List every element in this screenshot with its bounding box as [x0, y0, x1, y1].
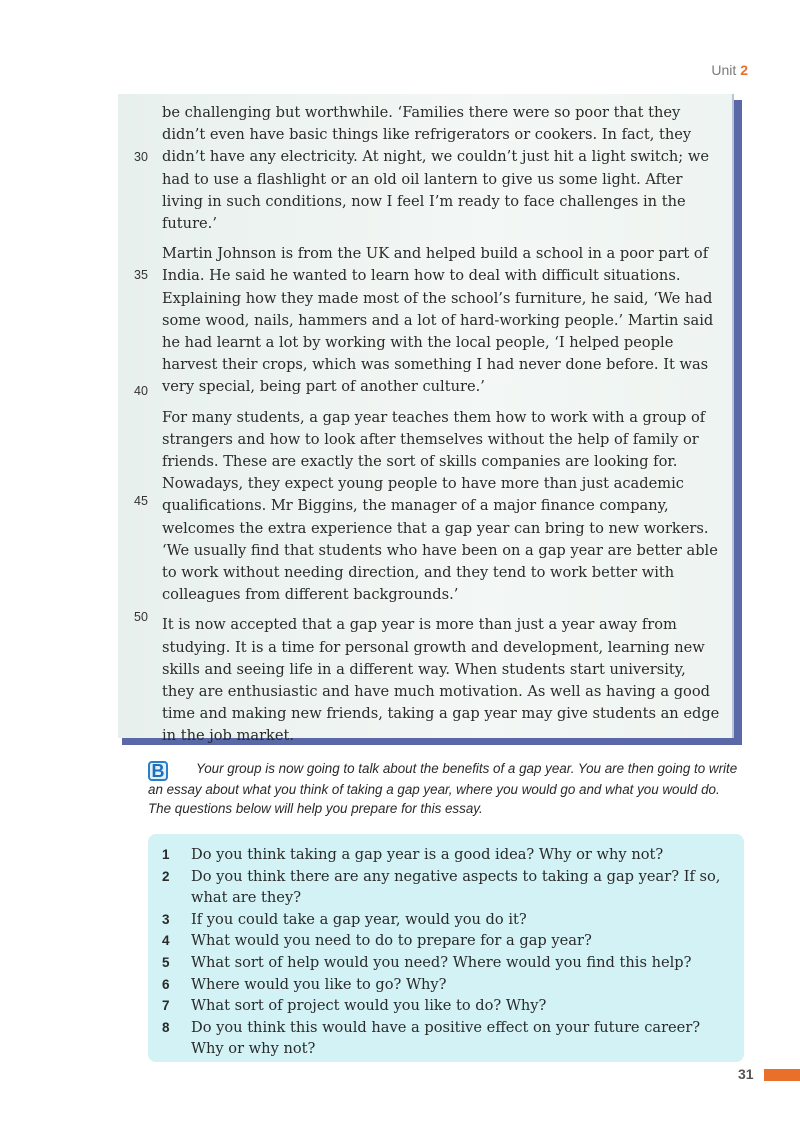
question-number: 6 — [162, 976, 170, 992]
question-number: 2 — [162, 868, 170, 884]
reading-paragraph: It is now accepted that a gap year is more than just a year away from studying. It is a time for personal growth and development, learning new skills and seeing life in a different way. When students start university, they are enthusiastic and have much motivation. As well as having a good time and making new friends, taking a gap year may give students an edge in the job market. — [162, 616, 720, 745]
question-text: If you could take a gap year, would you do it? — [191, 910, 527, 928]
question-text: What would you need to do to prepare for a gap year? — [191, 932, 592, 950]
question-text: What sort of help would you need? Where would you find this help? — [191, 953, 692, 971]
question-number: 1 — [162, 847, 170, 862]
question-item — [162, 844, 736, 866]
line-number: 35 — [134, 268, 148, 282]
question-item — [162, 1017, 736, 1060]
question-list — [162, 844, 736, 1060]
question-text: Do you think there are any negative aspects to taking a gap year? If so, what are they? — [191, 867, 721, 907]
unit-number: 2 — [740, 62, 748, 78]
task-b — [148, 760, 744, 818]
reading-paragraph: For many students, a gap year teaches them how to work with a group of strangers and how to look after themselves without the help of family or friends. These are exactly the sort of skills companies are looking for. Nowadays, they expect young people to have more than just academic qualifications. Mr Biggins, the manager of a major finance company, welcomes the extra experience that a gap year can bring to new workers. ‘We usually find that students who have been on a gap year are better able to work without needing direction, and they tend to work better with colleagues from different backgrounds.’ — [162, 408, 718, 604]
line-number: 50 — [134, 610, 148, 624]
question-number: 4 — [162, 933, 170, 949]
question-text: What sort of project would you like to do? Why? — [191, 997, 547, 1015]
question-text: Where would you like to go? Why? — [191, 975, 447, 993]
question-item — [162, 866, 736, 909]
unit-header — [711, 62, 748, 78]
question-item — [162, 995, 736, 1017]
line-number: 40 — [134, 384, 148, 398]
question-number: 3 — [162, 911, 170, 927]
question-number: 7 — [162, 998, 170, 1014]
question-text: Do you think this would have a positive effect on your future career? Why or why not? — [191, 1018, 701, 1058]
line-number: 45 — [134, 494, 148, 508]
line-number: 30 — [134, 150, 148, 164]
question-number: 5 — [162, 954, 170, 970]
reading-text — [162, 102, 722, 756]
question-text: Do you think taking a gap year is a good idea? Why or why not? — [191, 846, 664, 863]
page-accent-bar — [764, 1069, 800, 1081]
task-b-instructions: Your group is now going to talk about the benefits of a gap year. You are then going to write an essay about what you think of taking a gap year, where you would go and what you would do. The questions below will help you prepare for this essay. — [148, 761, 738, 816]
reading-paragraph: be challenging but worthwhile. ‘Families there were so poor that they didn’t even have basic things like refrigerators or cookers. In fact, they didn’t have any electricity. At night, we couldn’t just hit a light switch; we had to use a flashlight or an old oil lantern to give us some light. After living in such conditions, now I feel I’m ready to face challenges in the future.’ — [162, 104, 709, 233]
question-item — [162, 952, 736, 974]
question-item — [162, 930, 736, 952]
task-b-badge: B — [148, 761, 168, 781]
reading-paragraph: Martin Johnson is from the UK and helped build a school in a poor part of India. He said he wanted to learn how to deal with difficult situations. Explaining how they made most of the school’s furniture, he said, ‘We had some wood, nails, hammers and a lot of hard-working people.’ Martin said he had learnt a lot by working with the local people, ‘I helped people harvest their crops, which was something I had never done before. It was very special, being part of another culture.’ — [162, 245, 714, 396]
question-number: 8 — [162, 1019, 170, 1035]
question-item — [162, 909, 736, 931]
unit-label: Unit — [711, 62, 737, 78]
question-item — [162, 974, 736, 996]
page-number: 31 — [738, 1066, 754, 1082]
